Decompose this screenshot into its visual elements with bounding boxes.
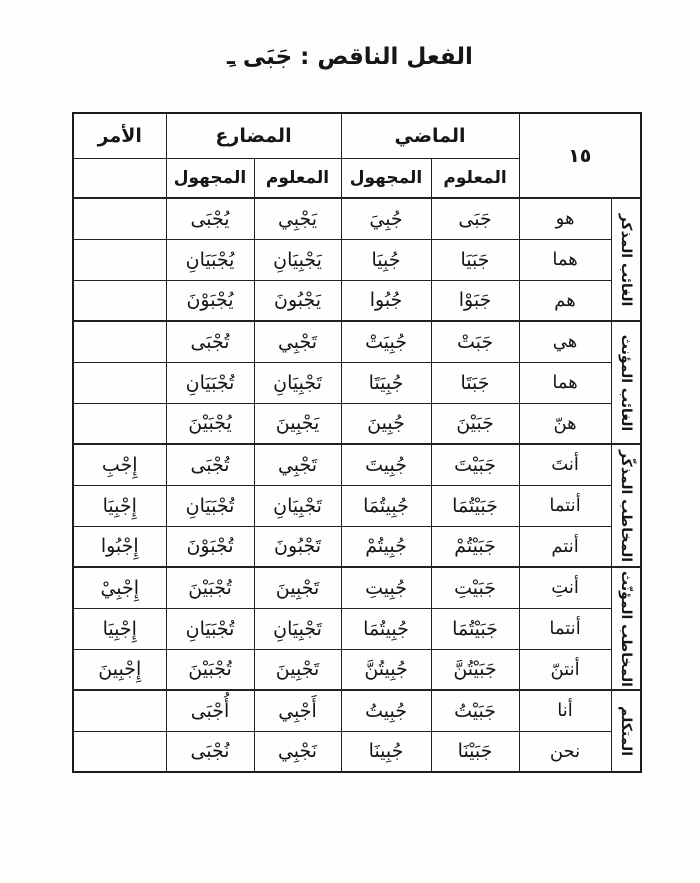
- past-passive-cell: جُبِيتُمْ: [341, 526, 431, 567]
- present-passive-cell: يُجْبَيْنَ: [166, 403, 254, 444]
- pronoun-cell: هو: [519, 198, 611, 239]
- present-passive-cell: يُجْبَيَانِ: [166, 239, 254, 280]
- pronoun-cell: هي: [519, 321, 611, 362]
- past-passive-cell: جُبِينَا: [341, 731, 431, 772]
- present-active-cell: يَجْبِينَ: [254, 403, 341, 444]
- past-active-cell: جَبَيْتُنَّ: [431, 649, 519, 690]
- page-title: الفعل الناقص : جَبَى ـِ: [227, 44, 473, 70]
- pronoun-cell: هما: [519, 362, 611, 403]
- past-active-cell: جَبَتَا: [431, 362, 519, 403]
- imperative-cell: [73, 280, 166, 321]
- past-active-cell: جَبَى: [431, 198, 519, 239]
- group-label-cell: [611, 444, 641, 567]
- group-label-cell: [611, 321, 641, 444]
- present-passive-cell: تُجْبَى: [166, 444, 254, 485]
- pronoun-cell: نحن: [519, 731, 611, 772]
- conjugation-table: [72, 112, 642, 773]
- past-passive-cell: جُبِيَا: [341, 239, 431, 280]
- table-number: ١٥: [519, 113, 641, 198]
- imperative-cell: [73, 731, 166, 772]
- present-active-cell: تَجْبِينَ: [254, 567, 341, 608]
- header-row-tenses: [73, 113, 641, 158]
- table-row: [73, 690, 641, 731]
- table-row: [73, 485, 641, 526]
- group-label: الغائب المؤنث: [617, 334, 634, 431]
- pronoun-cell: هما: [519, 239, 611, 280]
- imperative-cell: إِجْبِيَا: [73, 485, 166, 526]
- present-passive-cell: تُجْبَيْنَ: [166, 567, 254, 608]
- past-active-cell: جَبَيْنَ: [431, 403, 519, 444]
- present-passive-cell: نُجْبَى: [166, 731, 254, 772]
- present-passive-cell: تُجْبَيْنَ: [166, 649, 254, 690]
- past-passive-cell: جُبِيتُمَا: [341, 485, 431, 526]
- past-passive-cell: جُبِينَ: [341, 403, 431, 444]
- past-passive-cell: جُبِيتُنَّ: [341, 649, 431, 690]
- past-passive-cell: جُبِيَتْ: [341, 321, 431, 362]
- group-label-cell: [611, 567, 641, 690]
- group-label: المخاطب المؤنّث: [617, 570, 634, 687]
- header-present-active: المعلوم: [254, 158, 341, 198]
- imperative-cell: إِجْبُوا: [73, 526, 166, 567]
- pronoun-cell: أنا: [519, 690, 611, 731]
- present-active-cell: تَجْبِيَانِ: [254, 485, 341, 526]
- header-present: المضارع: [166, 113, 341, 158]
- table-row: [73, 444, 641, 485]
- imperative-cell: [73, 321, 166, 362]
- group-label: المتكلم: [617, 706, 634, 756]
- present-passive-cell: يُجْبَوْنَ: [166, 280, 254, 321]
- past-active-cell: جَبَيَا: [431, 239, 519, 280]
- past-active-cell: جَبَوْا: [431, 280, 519, 321]
- header-imperative: الأمر: [73, 113, 166, 158]
- group-label: الغائب المذكر: [617, 213, 634, 306]
- past-passive-cell: جُبُوا: [341, 280, 431, 321]
- present-passive-cell: تُجْبَيَانِ: [166, 362, 254, 403]
- pronoun-cell: أنتما: [519, 485, 611, 526]
- present-active-cell: يَجْبِيَانِ: [254, 239, 341, 280]
- pronoun-cell: أنتَ: [519, 444, 611, 485]
- present-active-cell: أَجْبِي: [254, 690, 341, 731]
- past-active-cell: جَبَيْتِ: [431, 567, 519, 608]
- imperative-cell: [73, 239, 166, 280]
- past-active-cell: جَبَيْتُمْ: [431, 526, 519, 567]
- present-passive-cell: تُجْبَوْنَ: [166, 526, 254, 567]
- imperative-cell: إِجْبِينَ: [73, 649, 166, 690]
- imperative-cell: [73, 198, 166, 239]
- pronoun-cell: أنتم: [519, 526, 611, 567]
- imperative-cell: [73, 403, 166, 444]
- past-active-cell: جَبَيْنَا: [431, 731, 519, 772]
- header-imperative-empty: [73, 158, 166, 198]
- present-passive-cell: أُجْبَى: [166, 690, 254, 731]
- present-active-cell: تَجْبُونَ: [254, 526, 341, 567]
- present-active-cell: يَجْبُونَ: [254, 280, 341, 321]
- pronoun-cell: هم: [519, 280, 611, 321]
- past-active-cell: جَبَيْتُمَا: [431, 608, 519, 649]
- table-row: [73, 321, 641, 362]
- present-active-cell: تَجْبِيَانِ: [254, 608, 341, 649]
- table-row: [73, 731, 641, 772]
- table-row: [73, 567, 641, 608]
- table-row: [73, 526, 641, 567]
- table-row: [73, 280, 641, 321]
- past-active-cell: جَبَتْ: [431, 321, 519, 362]
- present-passive-cell: يُجْبَى: [166, 198, 254, 239]
- conjugation-table-wrapper: [72, 112, 642, 773]
- pronoun-cell: هنّ: [519, 403, 611, 444]
- past-passive-cell: جُبِيَ: [341, 198, 431, 239]
- group-label-cell: [611, 198, 641, 321]
- imperative-cell: إِجْبِ: [73, 444, 166, 485]
- group-label: المخاطب المذكّر: [617, 449, 634, 562]
- imperative-cell: إِجْبِيْ: [73, 567, 166, 608]
- present-active-cell: تَجْبِيَانِ: [254, 362, 341, 403]
- past-passive-cell: جُبِيَتَا: [341, 362, 431, 403]
- table-row: [73, 362, 641, 403]
- header-past-passive: المجهول: [341, 158, 431, 198]
- table-row: [73, 608, 641, 649]
- pronoun-cell: أنتنّ: [519, 649, 611, 690]
- imperative-cell: [73, 690, 166, 731]
- present-passive-cell: تُجْبَى: [166, 321, 254, 362]
- header-past-active: المعلوم: [431, 158, 519, 198]
- pronoun-cell: أنتما: [519, 608, 611, 649]
- table-row: [73, 649, 641, 690]
- past-passive-cell: جُبِيتَ: [341, 444, 431, 485]
- past-active-cell: جَبَيْتُ: [431, 690, 519, 731]
- header-past: الماضي: [341, 113, 519, 158]
- present-passive-cell: تُجْبَيَانِ: [166, 485, 254, 526]
- present-active-cell: يَجْبِي: [254, 198, 341, 239]
- present-active-cell: تَجْبِي: [254, 444, 341, 485]
- present-active-cell: تَجْبِي: [254, 321, 341, 362]
- past-passive-cell: جُبِيتِ: [341, 567, 431, 608]
- pronoun-cell: أنتِ: [519, 567, 611, 608]
- table-row: [73, 198, 641, 239]
- imperative-cell: [73, 362, 166, 403]
- group-label-cell: [611, 690, 641, 772]
- past-active-cell: جَبَيْتُمَا: [431, 485, 519, 526]
- past-passive-cell: جُبِيتُمَا: [341, 608, 431, 649]
- header-present-passive: المجهول: [166, 158, 254, 198]
- present-passive-cell: تُجْبَيَانِ: [166, 608, 254, 649]
- table-row: [73, 403, 641, 444]
- imperative-cell: إِجْبِيَا: [73, 608, 166, 649]
- present-active-cell: نَجْبِي: [254, 731, 341, 772]
- table-row: [73, 239, 641, 280]
- past-active-cell: جَبَيْتَ: [431, 444, 519, 485]
- past-passive-cell: جُبِيتُ: [341, 690, 431, 731]
- present-active-cell: تَجْبِينَ: [254, 649, 341, 690]
